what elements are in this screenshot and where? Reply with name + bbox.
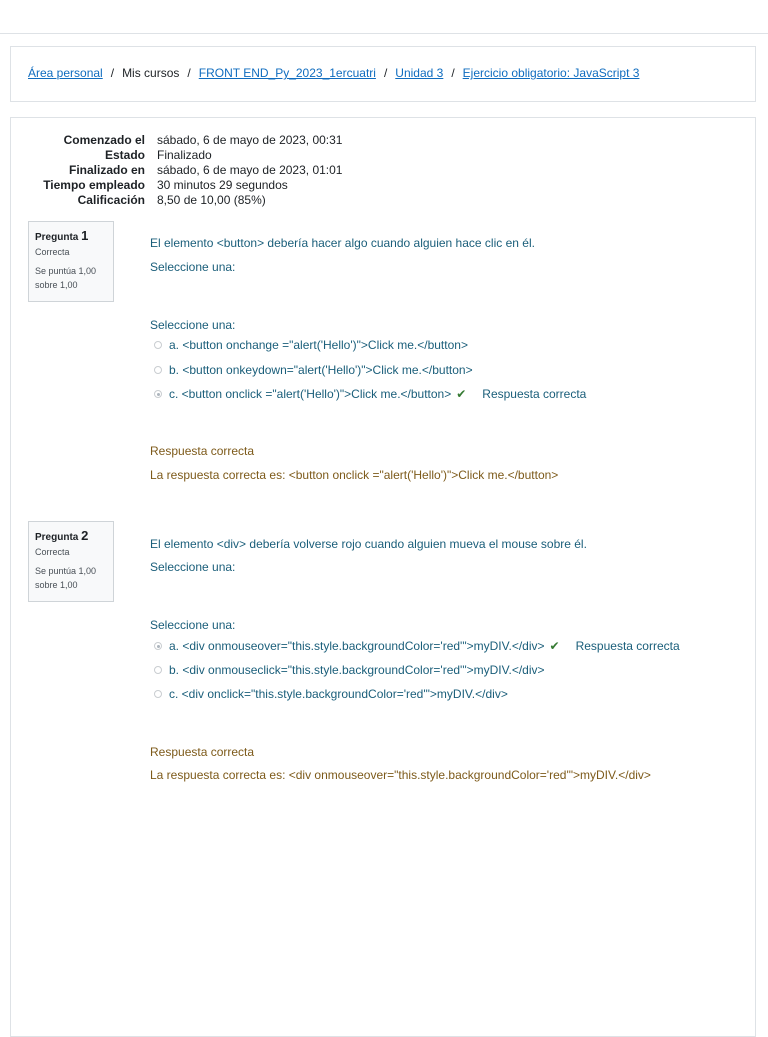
summary-value: sábado, 6 de mayo de 2023, 01:01 [157,163,343,177]
radio-button-selected[interactable] [154,642,162,650]
question-number: Pregunta 2 [35,528,89,543]
question-info-2 [28,521,114,602]
summary-value: 8,50 de 10,00 (85%) [157,193,266,207]
answer-option-b[interactable]: b. <button onkeydown="alert('Hello')">Click me.</button> [154,363,473,377]
summary-value: sábado, 6 de mayo de 2023, 00:31 [157,133,343,147]
correct-flag: Respuesta correcta [575,639,680,653]
summary-label: Finalizado en [68,163,145,177]
radio-button[interactable] [154,690,162,698]
breadcrumb-mis-cursos: Mis cursos [122,66,180,80]
breadcrumb-separator: / [451,66,455,80]
breadcrumb-unit[interactable]: Unidad 3 [395,66,444,80]
answer-option-c[interactable]: c. <div onclick="this.style.backgroundColor='red'">myDIV.</div> [154,687,508,701]
breadcrumb-quiz[interactable]: Ejercicio obligatorio: JavaScript 3 [462,66,640,80]
summary-value: Finalizado [157,148,212,162]
breadcrumb-separator: / [110,66,115,80]
breadcrumb-card [10,46,756,102]
radio-button[interactable] [154,341,162,349]
summary-label: Estado [104,148,145,162]
answer-option-a[interactable]: a. <div onmouseover="this.style.backgroundColor='red'">myDIV.</div> ✔ Respuesta correcta [154,639,680,653]
feedback-answer: La respuesta correcta es: <div onmouseover="this.style.backgroundColor='red'">myDIV.</div> [150,768,651,782]
question-grade: Se puntúa 1,00 sobre 1,00 [35,566,97,590]
summary-value: 30 minutos 29 segundos [157,178,288,192]
answer-prompt: Seleccione una: [150,318,236,332]
question-prompt: Seleccione una: [150,560,236,574]
answer-option-b[interactable]: b. <div onmouseclick="this.style.backgroundColor='red'">myDIV.</div> [154,663,545,677]
top-navbar [0,0,768,34]
breadcrumb-separator: / [187,66,191,80]
question-number: Pregunta 1 [35,228,89,243]
answer-prompt: Seleccione una: [150,618,236,632]
question-text: El elemento <div> debería volverse rojo cuando alguien mueva el mouse sobre él. [150,537,587,551]
question-state: Correcta [35,547,70,557]
breadcrumb-area-personal[interactable]: Área personal [28,66,103,80]
feedback-title: Respuesta correcta [150,444,255,458]
answer-option-a[interactable]: a. <button onchange ="alert('Hello')">Click me.</button> [154,338,468,352]
correct-flag: Respuesta correcta [482,387,587,401]
summary-label: Calificación [77,193,145,207]
summary-label: Tiempo empleado [43,178,145,192]
check-icon: ✔ [456,387,467,401]
radio-button[interactable] [154,366,162,374]
question-grade: Se puntúa 1,00 sobre 1,00 [35,266,97,290]
breadcrumb-separator: / [383,66,388,80]
check-icon: ✔ [549,639,560,653]
question-info-1 [28,221,114,302]
quiz-review-card [10,117,756,1037]
answer-option-c[interactable]: c. <button onclick ="alert('Hello')">Click me.</button> ✔ Respuesta correcta [154,387,586,401]
feedback-title: Respuesta correcta [150,745,255,759]
radio-button[interactable] [154,666,162,674]
radio-button-selected[interactable] [154,390,162,398]
question-prompt: Seleccione una: [150,260,236,274]
summary-label: Comenzado el [63,133,145,147]
breadcrumb [28,66,639,80]
breadcrumb-course[interactable]: FRONT END_Py_2023_1ercuatri [198,66,376,80]
question-state: Correcta [35,247,70,257]
question-text: El elemento <button> debería hacer algo cuando alguien hace clic en él. [150,236,535,250]
feedback-answer: La respuesta correcta es: <button onclick ="alert('Hello')">Click me.</button> [150,468,559,482]
